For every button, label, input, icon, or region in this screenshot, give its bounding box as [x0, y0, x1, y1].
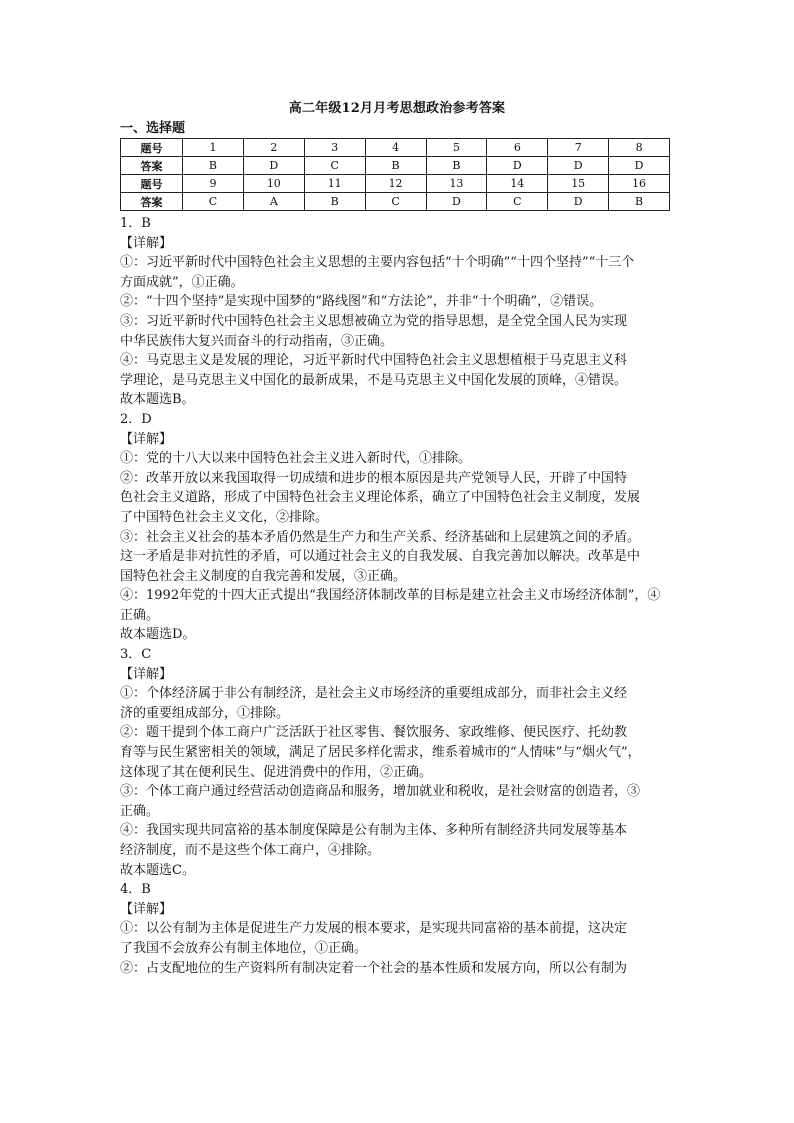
text-line: 经济制度，而不是这些个体工商户，④排除。 [120, 843, 381, 858]
question-number: 4 [365, 139, 426, 157]
text-line: 这一矛盾是非对抗性的矛盾，可以通过社会主义的自我发展、自我完善加以解决。改革是中 [120, 549, 641, 565]
table-row [121, 193, 670, 211]
text-line: 1．B [120, 216, 151, 231]
question-number: 2 [243, 139, 304, 157]
question-number: 6 [487, 139, 548, 157]
answer-cell: B [426, 157, 487, 175]
answer-cell: B [609, 193, 670, 211]
text-line: 【详解】 [120, 235, 173, 251]
row-label: 题号 [121, 139, 183, 157]
text-line: ④：马克思主义是发展的理论，习近平新时代中国特色社会主义思想植根于马克思主义科 [120, 353, 628, 369]
answer-cell: D [548, 193, 609, 211]
text-line: ②：题干提到个体工商户广泛活跃于社区零售、餐饮服务、家政维修、便民医疗、托幼教 [120, 725, 628, 741]
answer-cell: D [487, 157, 548, 175]
text-line: ④：1992年党的十四大正式提出“我国经济体制改革的目标是建立社会主义市场经济体制”，④ [120, 588, 661, 604]
answer-cell: C [183, 193, 244, 211]
document-title: 高二年级12月月考思想政治参考答案 [288, 101, 506, 116]
text-line: 故本题选B。 [120, 392, 195, 408]
answer-cell: A [243, 193, 304, 211]
text-line: ③：习近平新时代中国特色社会主义思想被确立为党的指导思想，是全党全国人民为实现 [120, 313, 628, 329]
question-number: 13 [426, 175, 487, 193]
text-line: 方面成就”，①正确。 [120, 274, 244, 290]
text-line: 2．D [120, 411, 152, 427]
question-number: 8 [609, 139, 670, 157]
question-number: 16 [609, 175, 670, 193]
row-label: 答案 [121, 193, 183, 211]
answer-cell: D [609, 157, 670, 175]
question-number: 7 [548, 139, 609, 157]
text-line: 正确。 [120, 803, 160, 819]
table-row [121, 157, 670, 175]
question-number: 11 [304, 175, 365, 193]
text-line: 【详解】 [120, 431, 173, 447]
explanations-body [120, 214, 686, 978]
text-line: ①：党的十八大以来中国特色社会主义进入新时代，①排除。 [120, 451, 472, 467]
text-line: ③：社会主义社会的基本矛盾仍然是生产力和生产关系、经济基础和上层建筑之间的矛盾。 [120, 529, 641, 545]
text-line: 正确。 [120, 607, 160, 623]
row-label: 题号 [121, 175, 183, 193]
text-line: 中华民族伟大复兴而奋斗的行动指南，③正确。 [120, 333, 394, 349]
question-number: 5 [426, 139, 487, 157]
text-line: 济的重要组成部分，①排除。 [120, 705, 290, 721]
answer-cell: D [243, 157, 304, 175]
table-row [121, 139, 670, 157]
text-line: 育等与民生紧密相关的领域，满足了居民多样化需求，维系着城市的“人情味”与“烟火气”， [120, 745, 641, 761]
question-number: 14 [487, 175, 548, 193]
table-row [121, 175, 670, 193]
text-line: 了中国特色社会主义文化，②排除。 [120, 509, 329, 525]
question-number: 12 [365, 175, 426, 193]
text-line: 国特色社会主义制度的自我完善和发展，③正确。 [120, 568, 407, 584]
text-line: 学理论，是马克思主义中国化的最新成果，不是马克思主义中国化发展的顶峰，④错误。 [120, 372, 628, 388]
text-line: 4．B [120, 882, 151, 898]
text-line: 【详解】 [120, 901, 173, 917]
text-line: ②：“十四个坚持”是实现中国梦的“路线图”和“方法论”，并非“十个明确”，②错误。 [120, 294, 603, 310]
question-number: 3 [304, 139, 365, 157]
text-line: ①：个体经济属于非公有制经济，是社会主义市场经济的重要组成部分，而非社会主义经 [120, 686, 628, 702]
text-line: ②：改革开放以来我国取得一切成绩和进步的根本原因是共产党领导人民，开辟了中国特 [120, 470, 628, 486]
answer-cell: D [548, 157, 609, 175]
question-number: 1 [183, 139, 244, 157]
answer-table [120, 138, 670, 211]
text-line: ①：习近平新时代中国特色社会主义思想的主要内容包括“十个明确”“十四个坚持”“十三个 [120, 255, 635, 271]
answer-cell: D [426, 193, 487, 211]
text-line: ①：以公有制为主体是促进生产力发展的根本要求，是实现共同富裕的基本前提，这决定 [120, 921, 628, 937]
text-line: 了我国不会放弃公有制主体地位，①正确。 [120, 940, 368, 956]
answer-cell: B [365, 157, 426, 175]
row-label: 答案 [121, 157, 183, 175]
section-heading: 一、选择题 [120, 121, 186, 136]
text-line: ③：个体工商户通过经营活动创造商品和服务，增加就业和税收，是社会财富的创造者，③ [120, 784, 641, 800]
question-number: 10 [243, 175, 304, 193]
text-line: ④：我国实现共同富裕的基本制度保障是公有制为主体、多种所有制经济共同发展等基本 [120, 823, 628, 839]
text-line: 这体现了其在便利民生、促进消费中的作用，②正确。 [120, 764, 433, 780]
answer-cell: B [183, 157, 244, 175]
text-line: ②：占支配地位的生产资料所有制决定着一个社会的基本性质和发展方向，所以公有制为 [120, 960, 628, 976]
question-number: 9 [183, 175, 244, 193]
answer-cell: B [304, 193, 365, 211]
answer-cell: C [304, 157, 365, 175]
text-line: 故本题选C。 [120, 862, 195, 878]
text-line: 色社会主义道路，形成了中国特色社会主义理论体系，确立了中国特色社会主义制度，发展 [120, 490, 641, 506]
answer-cell: C [487, 193, 548, 211]
question-number: 15 [548, 175, 609, 193]
text-line: 故本题选D。 [120, 627, 196, 643]
text-line: 【详解】 [120, 666, 173, 682]
answer-cell: C [365, 193, 426, 211]
text-line: 3．C [120, 647, 152, 663]
